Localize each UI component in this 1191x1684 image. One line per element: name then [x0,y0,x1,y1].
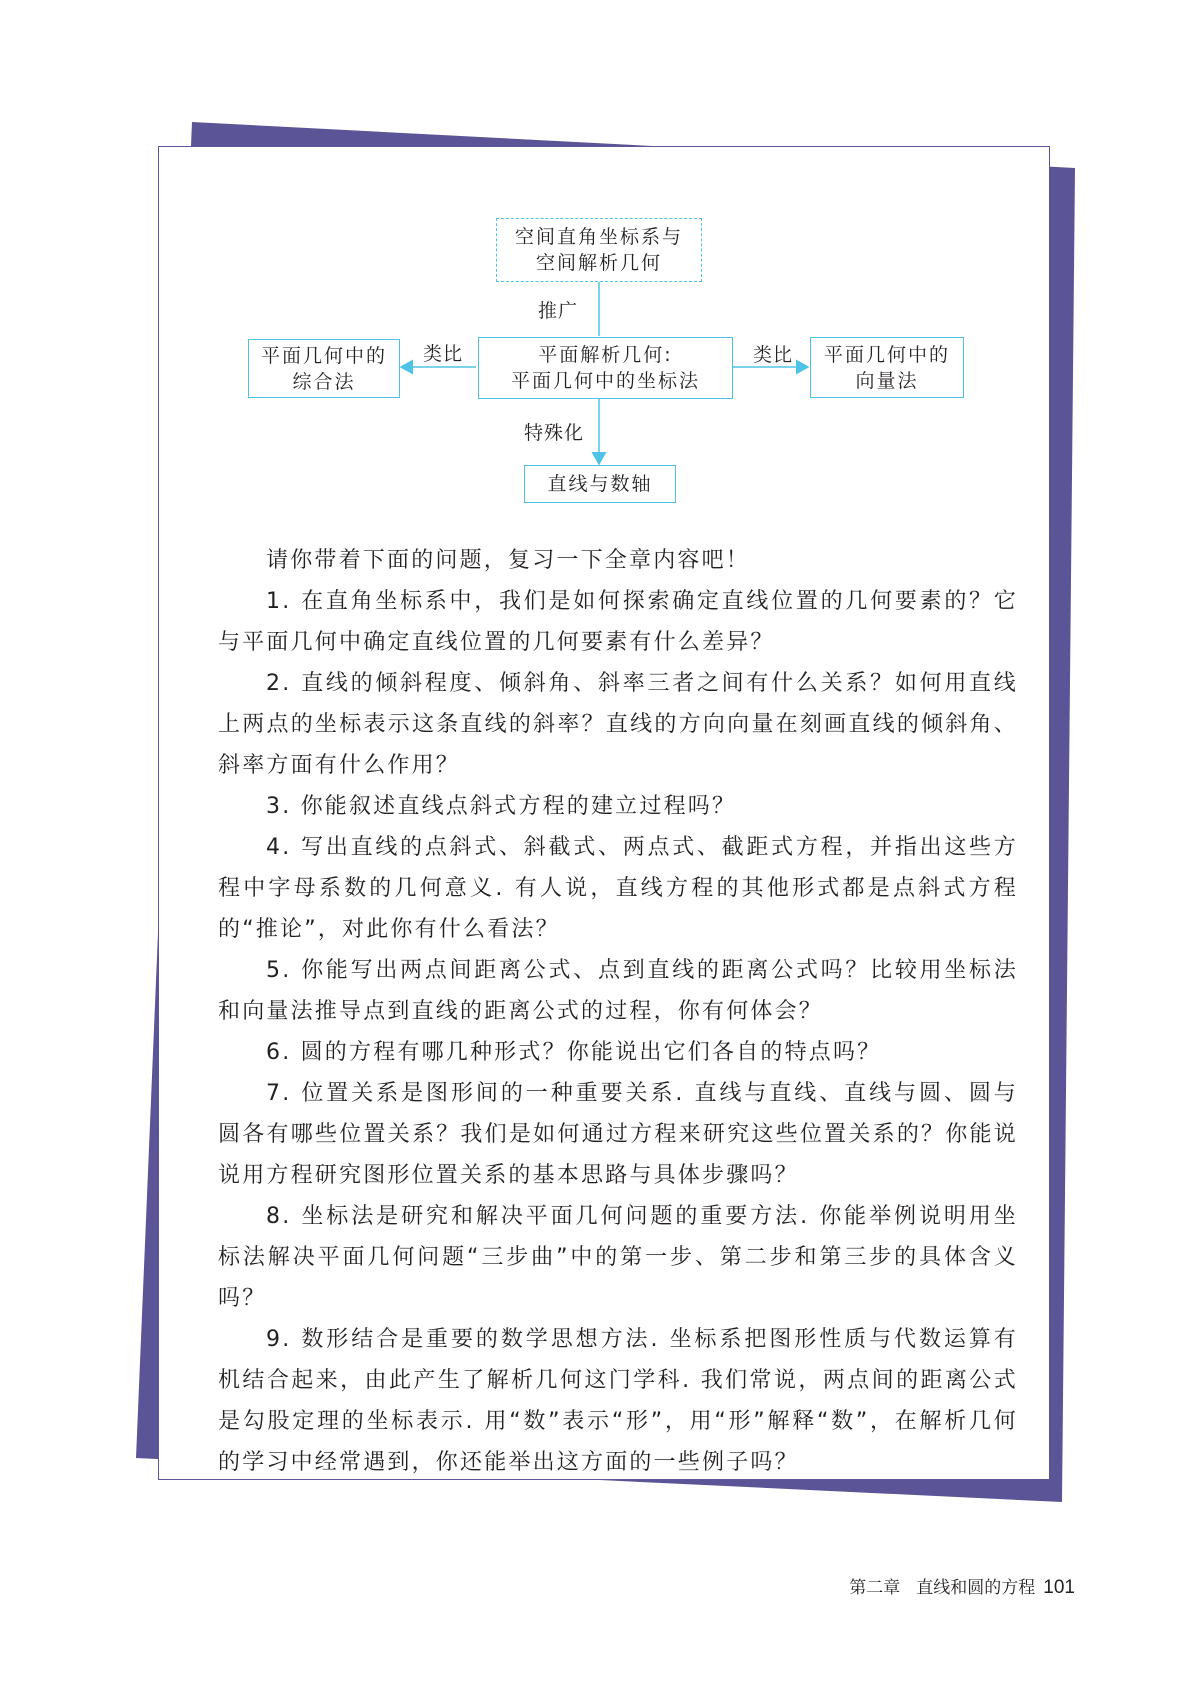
node-line: 平面几何中的 [823,343,950,366]
label-analogy-left: 类比 [423,343,464,365]
question-6: 6. 圆的方程有哪几种形式？你能说出它们各自的特点吗？ [266,1040,882,1065]
node-line: 向量法 [855,369,919,392]
node-line: 平面几何中的 [260,344,387,367]
page-number: 101 [1043,1577,1075,1598]
label-generalize: 推广 [538,300,579,322]
question-7: 7. 位置关系是图形间的一种重要关系. 直线与直线、直线与圆、圆与圆各有哪些位置关系？我们是如何通过方程来研究这些位置关系的？你能说说用方程研究图形位置关系的基本思路与具体步骤吗？ [218,1081,1018,1188]
node-space-analytic-geometry [496,218,702,282]
chapter-label: 第二章 [849,1578,901,1598]
node-synthetic-method [248,339,400,398]
node-line: 平面几何中的坐标法 [510,370,700,392]
node-vector-method [810,337,964,398]
node-line: 平面解析几何: [538,344,673,366]
question-1: 1. 在直角坐标系中，我们是如何探索确定直线位置的几何要素的？它与平面几何中确定直线位置的几何要素有什么差异？ [218,589,1018,655]
page-footer [849,1573,1075,1599]
review-questions [218,540,1018,1483]
node-line: 空间直角坐标系与 [514,226,683,248]
node-line: 综合法 [292,370,356,393]
question-3: 3. 你能叙述直线点斜式方程的建立过程吗？ [266,794,737,819]
question-8: 8. 坐标法是研究和解决平面几何问题的重要方法. 你能举例说明用坐标法解决平面几何问题“三步曲”中的第一步、第二步和第三步的具体含义吗？ [218,1204,1018,1311]
node-line-and-number-axis [524,465,676,503]
label-specialize: 特殊化 [524,422,585,444]
label-analogy-right: 类比 [753,344,794,366]
chapter-title: 直线和圆的方程 [916,1578,1036,1598]
node-line: 直线与数轴 [547,473,653,495]
node-line: 空间解析几何 [535,252,662,274]
question-4: 4. 写出直线的点斜式、斜截式、两点式、截距式方程，并指出这些方程中字母系数的几何意义. 有人说，直线方程的其他形式都是点斜式方程的“推论”，对此你有什么看法？ [218,835,1018,942]
question-9: 9. 数形结合是重要的数学思想方法. 坐标系把图形性质与代数运算有机结合起来，由此产生了解析几何这门学科. 我们常说，两点间的距离公式是勾股定理的坐标表示. 用“数”表示“形”，用“形”解释“数”，在解析几何的学习中经常遇到，你还能举出这方面的一些例子吗？ [218,1327,1018,1475]
concept-diagram [158,146,1050,526]
question-5: 5. 你能写出两点间距离公式、点到直线的距离公式吗？比较用坐标法和向量法推导点到直线的距离公式的过程，你有何体会？ [218,958,1018,1024]
intro-text: 请你带着下面的问题，复习一下全章内容吧！ [266,548,751,573]
question-2: 2. 直线的倾斜程度、倾斜角、斜率三者之间有什么关系？如何用直线上两点的坐标表示这条直线的斜率？直线的方向向量在刻画直线的倾斜角、斜率方面有什么作用？ [218,671,1018,778]
node-plane-analytic-geometry [478,337,733,399]
